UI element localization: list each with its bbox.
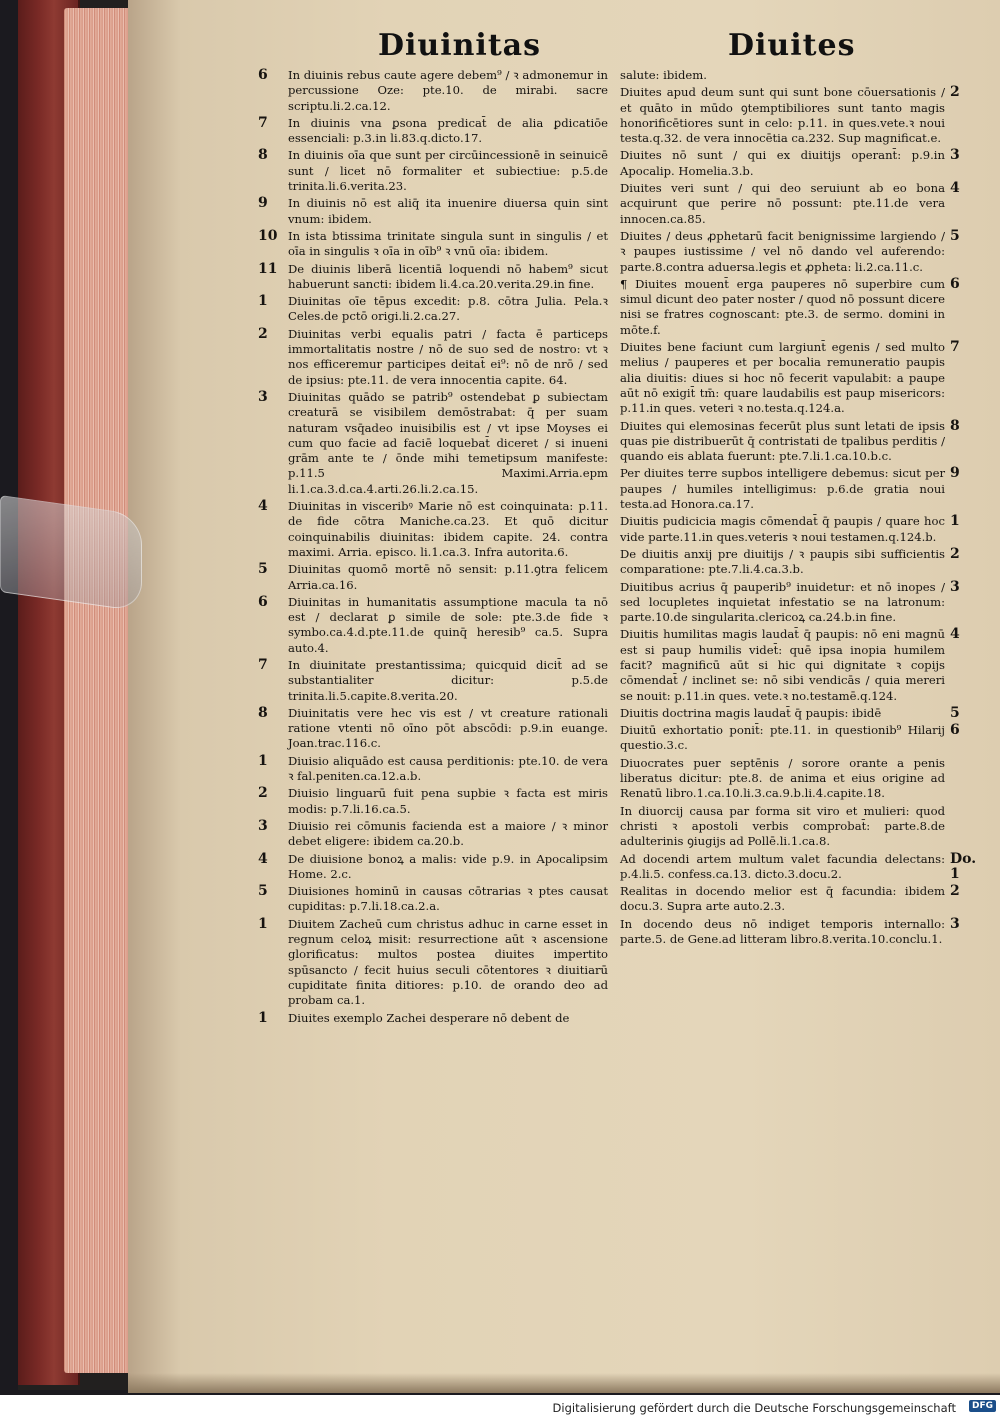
entry-number: 2 (950, 883, 960, 900)
entry-text: Per diuites terre supbos intelligere debemus: sicut per paupes / humiles intelligimus: p.6.de gratia noui testa.ad Honora.ca.17. (620, 466, 945, 512)
entry-text: In diuinis rebus caute agere debem⁹ / ꝛ admonemur in percussione Oze: pte.10. de mirabi. sacre scriptu.li.2.ca.12. (288, 68, 608, 113)
entry-number: 6 (950, 275, 960, 292)
entry-text: De diuinis liberā licentiā loquendi nō habem⁹ sicut habuerunt sancti: ibidem li.4.ca.20.verita.29.in fine. (288, 261, 608, 291)
index-entry (620, 578, 960, 626)
entry-text: In diuinis oīa que sunt per circūincessionē in seinuicē sunt / licet nō formaliter et subiectiue: p.5.de trinita.li.6.verita.23. (288, 148, 608, 194)
index-entry (620, 883, 960, 915)
entry-number: 5 (950, 704, 960, 721)
entry-text: Diuisio aliquādo est causa perditionis: pte.10. de vera ꝛ fal.peniten.ca.12.a.b. (288, 753, 608, 784)
entry-number: 8 (950, 417, 960, 434)
index-entry (620, 227, 960, 275)
entry-number: 2 (258, 325, 268, 342)
index-entry (258, 883, 608, 915)
entry-number: 6 (258, 67, 268, 83)
index-entry (620, 513, 960, 545)
index-entry (258, 817, 608, 850)
entry-number: 7 (258, 114, 268, 131)
entry-text: In diuinis vna ꝑsona predicat̄ de alia ꝑdicatiōe essenciali: p.3.in li.83.q.dicto.17. (288, 115, 608, 146)
index-entry (620, 804, 945, 850)
entry-text: Diuinitas quādo se patrib⁹ ostendebat ꝑ subiectam creaturā se visibilem demōstrabat: q̄ per suam naturam vsq̄adeo inuisibilis est / vt ipse Moyses ei cum quo facie ad faciē loquebat̄ diceret / si inueni grām ante te / ōnde mihi temetipsum manifeste: p.11.5 Maximi.Arria.epm li.1.ca.3.d.ca.4.arti.26.li.2.ca.15. (288, 389, 608, 496)
entry-text: In diuinis nō est aliq̄ ita inuenire diuersa quin sint vnum: ibidem. (288, 196, 608, 226)
entry-text: In ista btissima trinitate singula sunt in singulis / et oīa in singulis ꝛ oīa in oīb⁹ ꝛ vnū oīa: ibidem. (288, 228, 608, 259)
entry-text: Diuinitas quomō mortē nō sensit: p.11.ꝯtra felicem Arria.ca.16. (288, 562, 608, 592)
index-entry (620, 84, 960, 146)
entry-number: 4 (258, 498, 268, 515)
entry-text: In diuorcij causa par forma sit viro et mulieri: quod christi ꝛ apostoli verbis comprobat̄: parte.8.de adulterinis ꝯiugijs ad Pollē.li.1.ca.8. (620, 803, 945, 849)
entry-text: Diuinitas oīe tēpus excedit: p.8. cōtra Julia. Pela.ꝛ Celes.de pctō origi.li.2.ca.27. (288, 294, 608, 324)
index-entry (620, 850, 977, 883)
index-entry (258, 656, 608, 704)
entry-text: Diuisiones hominū in causas cōtrarias ꝛ ptes causat cupiditas: p.7.li.18.ca.2.a. (288, 884, 608, 914)
entry-text: ¶ Diuites mouent̄ erga pauperes nō superbire cum simul dicunt deo pater noster / quod nō possunt dicere nisi se fratres cognoscant: pte.3. de sermo. domini in mōte.f. (620, 276, 945, 337)
entry-number: 2 (258, 785, 268, 802)
entry-number: 5 (258, 883, 268, 900)
entry-number: 5 (950, 227, 960, 244)
entry-number: 9 (950, 465, 960, 482)
index-entry (258, 114, 608, 147)
entry-text: In diuinitate prestantissima; quicquid dicit̄ ad se substantialiter dicitur: p.5.de trinita.li.5.capite.8.verita.20. (288, 657, 608, 703)
entry-number: 7 (950, 339, 960, 356)
index-entry (258, 752, 608, 785)
entry-number: 8 (258, 704, 268, 721)
entry-number: 6 (950, 722, 960, 739)
index-entry (258, 325, 608, 388)
entry-text: Diuinitas verbi equalis patri / facta ē particeps immortalitatis nostre / nō de suo sed de nostro: vt ꝛ nos efficeremur participes deitat̄ ei⁹: nō de nrō / sed de ipsius: pte.11. de vera innocentia capite. 64. (288, 326, 608, 387)
index-entry (258, 260, 608, 293)
entry-text: In docendo deus nō indiget temporis internallo: parte.5. de Gene.ad litteram libro.8.verita.10.conclu.1. (620, 916, 945, 947)
index-entry (258, 785, 608, 817)
entry-number: 4 (258, 850, 268, 867)
entry-number: 9 (258, 195, 268, 212)
entry-text: Diuitis pudicicia magis cōmendat̄ q̄ paupis / quare hoc vide parte.11.in ques.veteris ꝛ noui testamen.q.124.b. (620, 514, 945, 544)
index-entry (620, 915, 960, 948)
entry-number: Do. 1 (950, 850, 977, 882)
entry-number: 3 (950, 578, 960, 595)
entry-number: 6 (258, 593, 268, 610)
running-head-right: Diuites (728, 28, 856, 63)
entry-text: Diuitem Zacheū cum christus adhuc in carne esset in regnum celoꝝ misit: resurrectione aūt ꝛ ascensione glorificatus: multos postea diuites impertito spūsancto / fecit huius seculi cōtentores ꝛ diuitiarū cupiditate finita ditiores: p.10. de orando deo ad probam ca.1. (288, 916, 608, 1008)
right-column (620, 68, 977, 949)
entry-number: 1 (258, 293, 268, 310)
entry-text: Diuinitatis vere hec vis est / vt creature rationali ratione vtenti nō oīno pōt abscōdi: p.9.in euange. Joan.trac.116.c. (288, 705, 608, 751)
running-head-left: Diuinitas (378, 28, 542, 63)
entry-number: 3 (950, 915, 960, 932)
index-entry (258, 850, 608, 883)
index-entry (620, 68, 945, 83)
index-entry (620, 147, 960, 179)
index-entry (620, 275, 960, 338)
index-entry (258, 561, 608, 593)
entry-text: Realitas in docendo melior est q̄ facundia: ibidem docu.3. Supra arte auto.2.3. (620, 884, 945, 914)
entry-number: 1 (258, 752, 268, 769)
entry-text: Diuinitas in visceribꝰ Marie nō est coinquinata: p.11. de fide cōtra Maniche.ca.23. Et quō dicitur coinquinabilis diuinitas: ibidem capite. 24. contra maximi. Arria. episco. li.1.ca.3. Infra autorita.6. (288, 499, 608, 559)
entry-number: 4 (950, 180, 960, 197)
dfg-logo: DFG (969, 1400, 996, 1412)
entry-number: 5 (258, 561, 268, 578)
index-entry (620, 704, 960, 721)
index-entry (620, 756, 945, 802)
entry-text: Diuites veri sunt / qui deo seruiunt ab eo bona acquirunt que perire nō possunt: pte.11.de vera innocen.ca.85. (620, 181, 945, 226)
entry-text: Diuites / deus ꝓphetarū facit benignissime largiendo / ꝛ paupes iustissime / vel nō dando vel auferendo: parte.8.contra aduersa.legis et ꝓpheta: li.2.ca.11.c. (620, 228, 945, 274)
entry-text: salute: ibidem. (620, 68, 707, 82)
index-entry (258, 704, 608, 752)
index-entry (620, 339, 960, 416)
entry-number: 3 (950, 147, 960, 164)
index-entry (620, 180, 960, 227)
index-entry (620, 626, 960, 703)
entry-number: 7 (258, 656, 268, 673)
entry-number: 1 (258, 1009, 268, 1026)
entry-text: Diuitis doctrina magis laudat̄ q̄ paupis: ibidē (620, 705, 882, 720)
index-entry (258, 498, 608, 560)
entry-number: 2 (950, 84, 960, 101)
footer-credit: Digitalisierung gefördert durch die Deutsche Forschungsgemeinschaft (552, 1401, 956, 1415)
entry-number: 1 (258, 915, 268, 932)
entry-text: De diuitis anxij pre diuitijs / ꝛ paupis sibi sufficientis comparatione: pte.7.li.4.ca.3.b. (620, 546, 945, 577)
index-entry (258, 67, 608, 114)
entry-text: Diuites apud deum sunt qui sunt bone cōuersationis / et quāto in mūdo ꝯtemptibiliores sunt tanto magis honorificētiores sunt in celo: p.11. in ques.vete.ꝛ noui testa.q.32. de vera innocētia ca.232. Sup magnificat.e. (620, 85, 945, 146)
index-entry (258, 1009, 608, 1026)
index-entry (258, 147, 608, 194)
entry-text: Diuites exemplo Zachei desperare nō debent de (288, 1010, 570, 1025)
entry-number: 8 (258, 147, 268, 164)
entry-number: 2 (950, 545, 960, 562)
entry-number: 3 (258, 388, 268, 405)
index-entry (258, 388, 608, 497)
entry-number: 11 (258, 260, 278, 277)
entry-text: Diuitū exhortatio ponit̄: pte.11. in questionib⁹ Hilarij questio.3.c. (620, 723, 945, 753)
index-entry (258, 293, 608, 325)
entry-text: De diuisione bonoꝝ a malis: vide p.9. in Apocalipsim Home. 2.c. (288, 851, 608, 881)
entry-text: Diuisio rei cōmunis facienda est a maiore / ꝛ minor debet eligere: ibidem ca.20.b. (288, 818, 608, 849)
entry-text: Diuites qui elemosinas fecerūt plus sunt letati de ipsis quas pie distribuerūt q̄ contristati de tpalibus perditis / quando eis ablata fuerunt: pte.7.li.1.ca.10.b.c. (620, 418, 945, 464)
entry-text: Diuites bene faciunt cum largiunt̄ egenis / sed multo melius / pauperes et per bocalia remuneratio paupis alia diuitis: diues si hoc nō fecerit vapulabit: a paupe aūt nō exigit̄ tm̄: quare laudabilis est paup misericors: p.11.in ques. veteri ꝛ no.testa.q.124.a. (620, 340, 945, 416)
index-entry (620, 545, 960, 578)
entry-number: 4 (950, 626, 960, 643)
entry-number: 10 (258, 227, 278, 244)
page-edges (64, 8, 134, 1373)
index-entry (620, 465, 960, 512)
entry-number: 1 (950, 513, 960, 530)
footer-bar (0, 1395, 1000, 1420)
bookmark-clip (0, 495, 142, 612)
index-entry (258, 195, 608, 227)
index-entry (620, 417, 960, 465)
index-entry (258, 915, 608, 1009)
entry-text: Diuitis humilitas magis laudat̄ q̄ paupis: nō eni magnū est si paup humilis videt̄: quē ipsa inopia humilem facit? magnificū aūt si hic qui dignitate ꝛ copijs cōmendat̄ / inclinet se: nō sibi vendicās / quia mereri se nouit: p.11.in ques. vete.ꝛ no.testamē.q.124. (620, 627, 945, 703)
entry-text: Ad docendi artem multum valet facundia delectans: p.4.li.5. confess.ca.13. dicto.3.docu.2. (620, 851, 945, 881)
index-entry (620, 722, 960, 754)
entry-text: Diuocrates puer septēnis / sorore orante a penis liberatus dicitur: pte.8. de anima et eius origine ad Renatū libro.1.ca.10.li.3.ca.9.b.li.4.capite.18. (620, 755, 945, 801)
entry-number: 3 (258, 817, 268, 834)
index-entry (258, 227, 608, 260)
index-entry (258, 593, 608, 656)
entry-text: Diuitibus acrius q̄ pauperib⁹ inuidetur: et nō inopes / sed locupletes inquietat infestatio se na latronum: parte.10.de singularita.clericoꝝ ca.24.b.in fine. (620, 579, 945, 625)
left-column (258, 67, 608, 1028)
entry-text: Diuinitas in humanitatis assumptione macula ta nō est / declarat ꝑ simile de sole: pte.3.de fide ꝛ symbo.ca.4.d.pte.11.de quinq̄ heresib⁹ ca.5. Supra auto.4. (288, 594, 608, 655)
entry-text: Diuites nō sunt / qui ex diuitijs operant̄: p.9.in Apocalip. Homelia.3.b. (620, 148, 945, 178)
entry-text: Diuisio linguarū fuit pena supbie ꝛ facta est miris modis: p.7.li.16.ca.5. (288, 786, 608, 816)
